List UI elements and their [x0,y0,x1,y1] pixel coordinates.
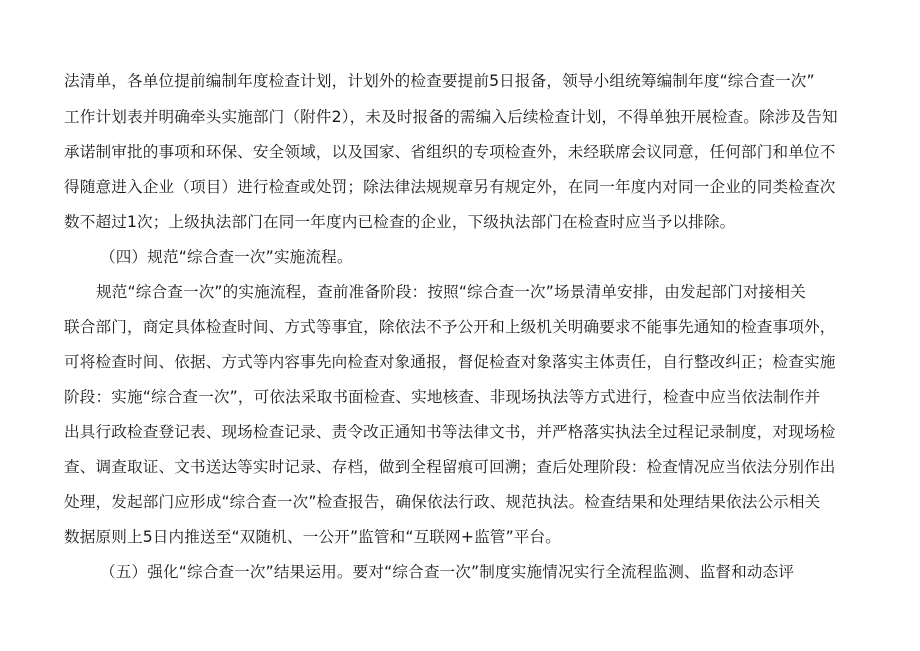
paragraph-line: 阶段：实施“综合查一次”，可依法采取书面检查、实地核查、非现场执法等方式进行，检查中应当依法制作并 [64,388,821,406]
paragraph-line: 数据原则上5日内推送至“双随机、一公开”监管和“互联网+监管”平台。 [64,528,562,546]
paragraph-line: 承诺制审批的事项和环保、安全领域，以及国家、省组织的专项检查外，未经联席会议同意，任何部门和单位不 [64,143,836,161]
section-heading: （五）强化“综合查一次”结果运用。要对“综合查一次”制度实施情况实行全流程监测、监督和动态评 [100,563,795,581]
section-heading: （四）规范“综合查一次”实施流程。 [100,248,353,266]
paragraph-line: 规范“综合查一次”的实施流程，查前准备阶段：按照“综合查一次”场景清单安排，由发起部门对接相关 [96,283,806,301]
paragraph-line: 可将检查时间、依据、方式等内容事先向检查对象通报，督促检查对象落实主体责任，自行整改纠正；检查实施 [64,353,836,371]
paragraph-line: 查、调查取证、文书送达等实时记录、存档，做到全程留痕可回溯；查后处理阶段：检查情况应当依法分别作出 [64,458,836,476]
paragraph-line: 数不超过1次；上级执法部门在同一年度内已检查的企业，下级执法部门在检查时应当予以排除。 [64,213,736,231]
paragraph-line: 联合部门，商定具体检查时间、方式等事宜，除依法不予公开和上级机关明确要求不能事先通知的检查事项外， [64,318,836,336]
paragraph-line: 得随意进入企业（项目）进行检查或处罚；除法律法规规章另有规定外，在同一年度内对同一企业的同类检查次 [64,178,836,196]
paragraph-line: 出具行政检查登记表、现场检查记录、责令改正通知书等法律文书，并严格落实执法全过程记录制度，对现场检 [64,423,836,441]
paragraph-line: 工作计划表并明确牵头实施部门（附件2），未及时报备的需编入后续检查计划，不得单独开展检查。除涉及告知 [64,108,838,126]
paragraph-line: 处理，发起部门应形成“综合查一次”检查报告，确保依法行政、规范执法。检查结果和处理结果依法公示相关 [64,493,821,511]
paragraph-line: 法清单，各单位提前编制年度检查计划，计划外的检查要提前5日报备，领导小组统筹编制年度“综合查一次” [64,72,815,90]
